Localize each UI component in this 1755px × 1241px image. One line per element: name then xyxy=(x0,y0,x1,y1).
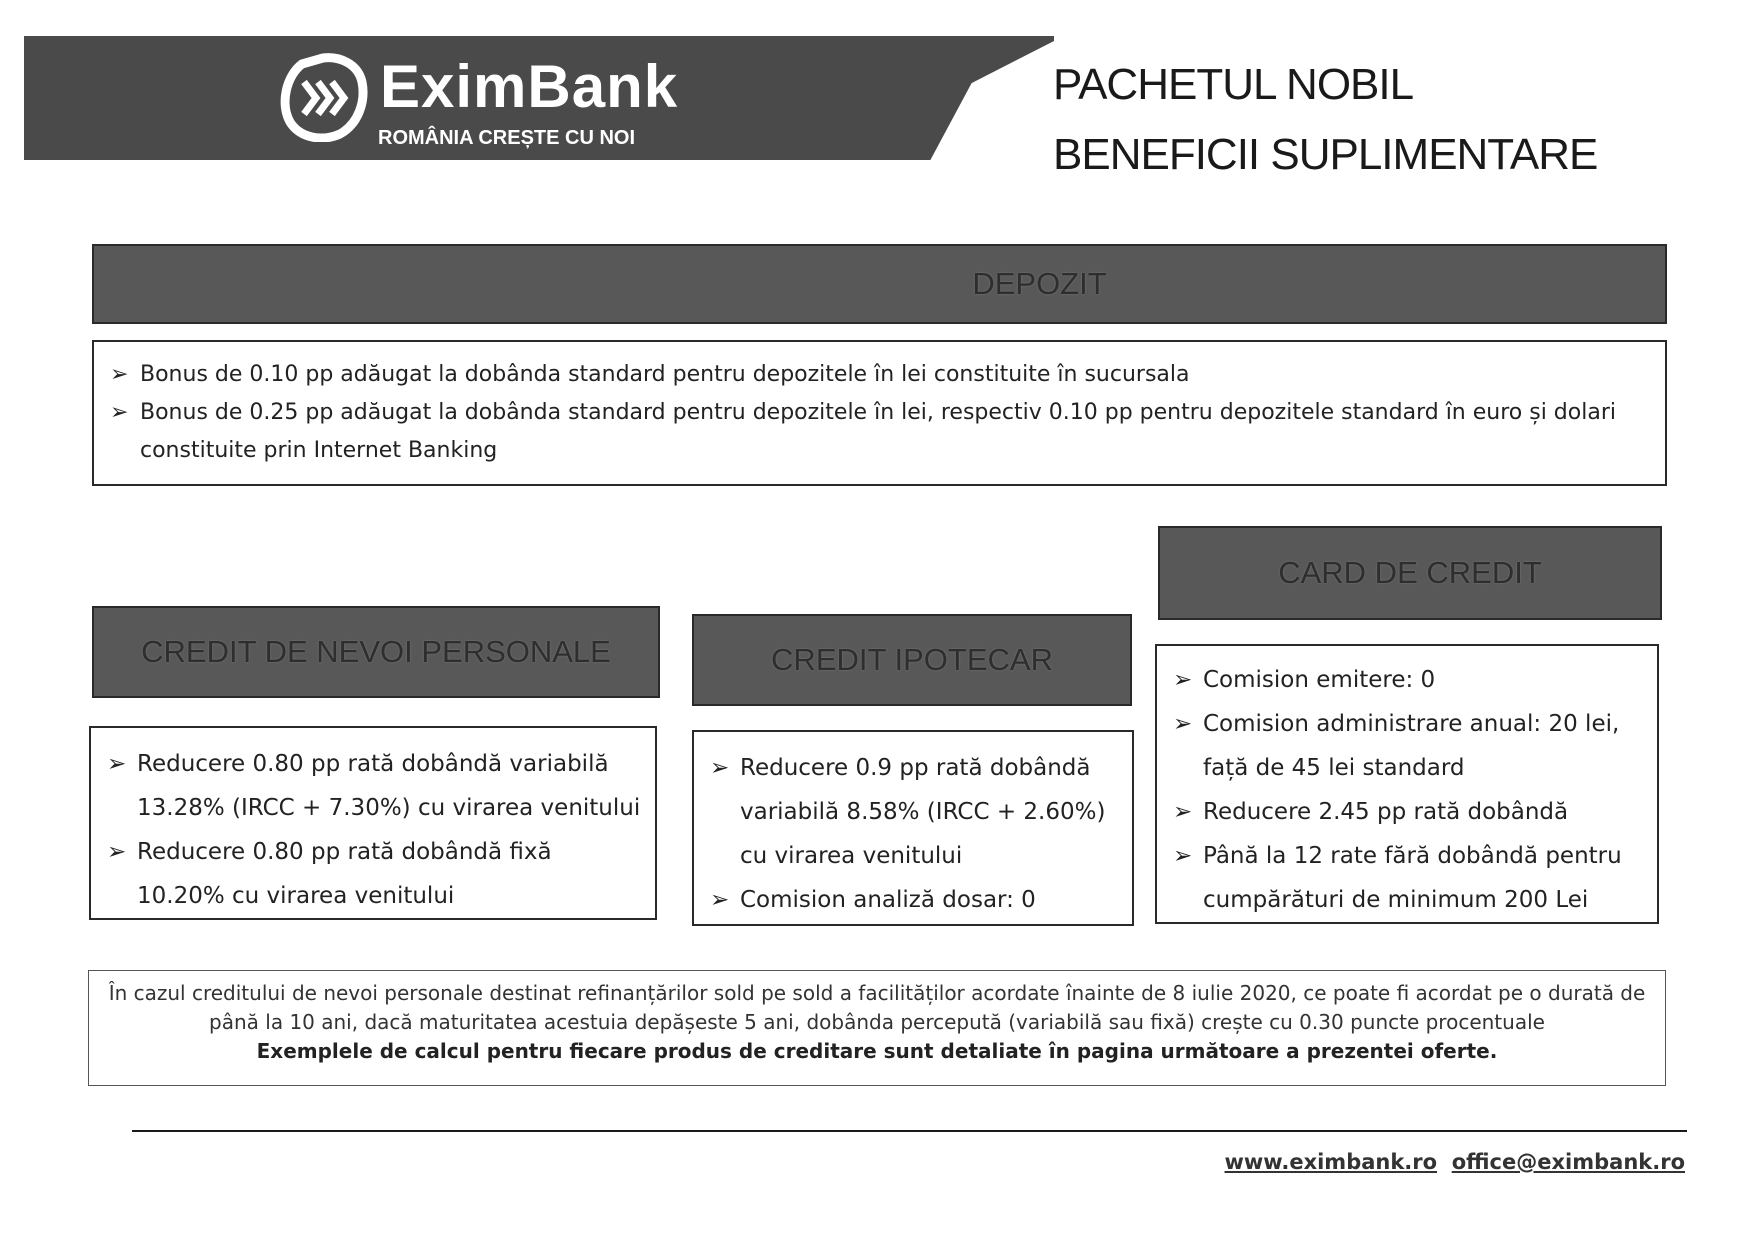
card-credit-list xyxy=(1173,658,1647,922)
credit-nevoi-heading-text: CREDIT DE NEVOI PERSONALE xyxy=(141,634,611,669)
footnote-text: În cazul creditului de nevoi personale destinat refinanțărilor sold pe sold a facilităților acordate înainte de 8 iulie 2020, ce poate fi acordat pe o durată de până la 10 ani, dacă maturitatea acestuia depășeste 5 ani, dobânda percepută (variabilă sau fixă) crește cu 0.30 puncte procentuale xyxy=(108,981,1646,1034)
arrow-bullet-icon: ➢ xyxy=(107,751,127,777)
list-item: ➢ Comision administrare anual: 20 lei, față de 45 lei standard xyxy=(1173,702,1647,790)
list-item: ➢ Comision emitere: 0 xyxy=(1173,658,1647,702)
arrow-bullet-icon: ➢ xyxy=(1173,711,1193,737)
footnote-bold: Exemplele de calcul pentru fiecare produs de creditare sunt detaliate în pagina următoare a prezentei oferte. xyxy=(256,1039,1498,1063)
arrow-bullet-icon: ➢ xyxy=(1173,667,1193,693)
list-item: ➢ Reducere 0.80 pp rată dobândă variabilă 13.28% (IRCC + 7.30%) cu virarea venitului xyxy=(107,742,643,830)
list-item: ➢ Reducere 2.45 pp rată dobândă xyxy=(1173,790,1647,834)
email-link[interactable]: office@eximbank.ro xyxy=(1451,1150,1685,1174)
arrow-bullet-icon: ➢ xyxy=(107,839,127,865)
website-link[interactable]: www.eximbank.ro xyxy=(1224,1150,1438,1174)
logo-slogan: ROMÂNIA CREȘTE CU NOI xyxy=(378,127,636,149)
depozit-heading xyxy=(92,244,1667,324)
eximbank-logo-icon xyxy=(278,52,368,142)
arrow-bullet-icon: ➢ xyxy=(710,755,730,781)
list-item: ➢ Reducere 0.9 pp rată dobândă variabilă 8.58% (IRCC + 2.60%) cu virarea venitului xyxy=(710,746,1120,878)
depozit-heading-text: DEPOZIT xyxy=(972,266,1107,301)
list-item: ➢ Reducere 0.80 pp rată dobândă fixă 10.20% cu virarea venitului xyxy=(107,830,643,918)
footer-contacts xyxy=(1224,1150,1685,1174)
page-title-line1: PACHETUL NOBIL xyxy=(1053,60,1414,109)
page-title-line2: BENEFICII SUPLIMENTARE xyxy=(1053,130,1598,179)
card-credit-box xyxy=(1155,644,1659,924)
logo-name: EximBank xyxy=(380,53,679,120)
arrow-bullet-icon: ➢ xyxy=(1173,799,1193,825)
credit-nevoi-heading xyxy=(92,606,660,698)
credit-nevoi-box xyxy=(89,726,657,920)
list-item: ➢ Bonus de 0.25 pp adăugat la dobânda standard pentru depozitele în lei, respectiv 0.10 pp pentru depozitele standard în euro și dolari constituite prin Internet Banking xyxy=(110,394,1649,470)
credit-ipotecar-list xyxy=(710,746,1120,922)
arrow-bullet-icon: ➢ xyxy=(110,400,129,425)
credit-ipotecar-heading-text: CREDIT IPOTECAR xyxy=(771,642,1053,677)
card-credit-heading xyxy=(1158,526,1662,620)
eximbank-logo xyxy=(278,52,679,152)
list-item: ➢ Bonus de 0.10 pp adăugat la dobânda standard pentru depozitele în lei constituite în sucursala xyxy=(110,356,1649,394)
card-credit-heading-text: CARD DE CREDIT xyxy=(1278,555,1542,590)
arrow-bullet-icon: ➢ xyxy=(110,362,129,387)
credit-nevoi-list xyxy=(107,742,643,918)
credit-ipotecar-heading xyxy=(692,614,1132,706)
arrow-bullet-icon: ➢ xyxy=(1173,843,1193,869)
list-item: ➢ Comision analiză dosar: 0 xyxy=(710,878,1120,922)
arrow-bullet-icon: ➢ xyxy=(710,887,730,913)
footer-divider xyxy=(132,1130,1687,1132)
depozit-box xyxy=(92,340,1667,486)
credit-ipotecar-box xyxy=(692,730,1134,926)
depozit-list xyxy=(110,356,1649,470)
list-item: ➢ Până la 12 rate fără dobândă pentru cumpărături de minimum 200 Lei xyxy=(1173,834,1647,922)
footnote-box xyxy=(88,970,1666,1086)
